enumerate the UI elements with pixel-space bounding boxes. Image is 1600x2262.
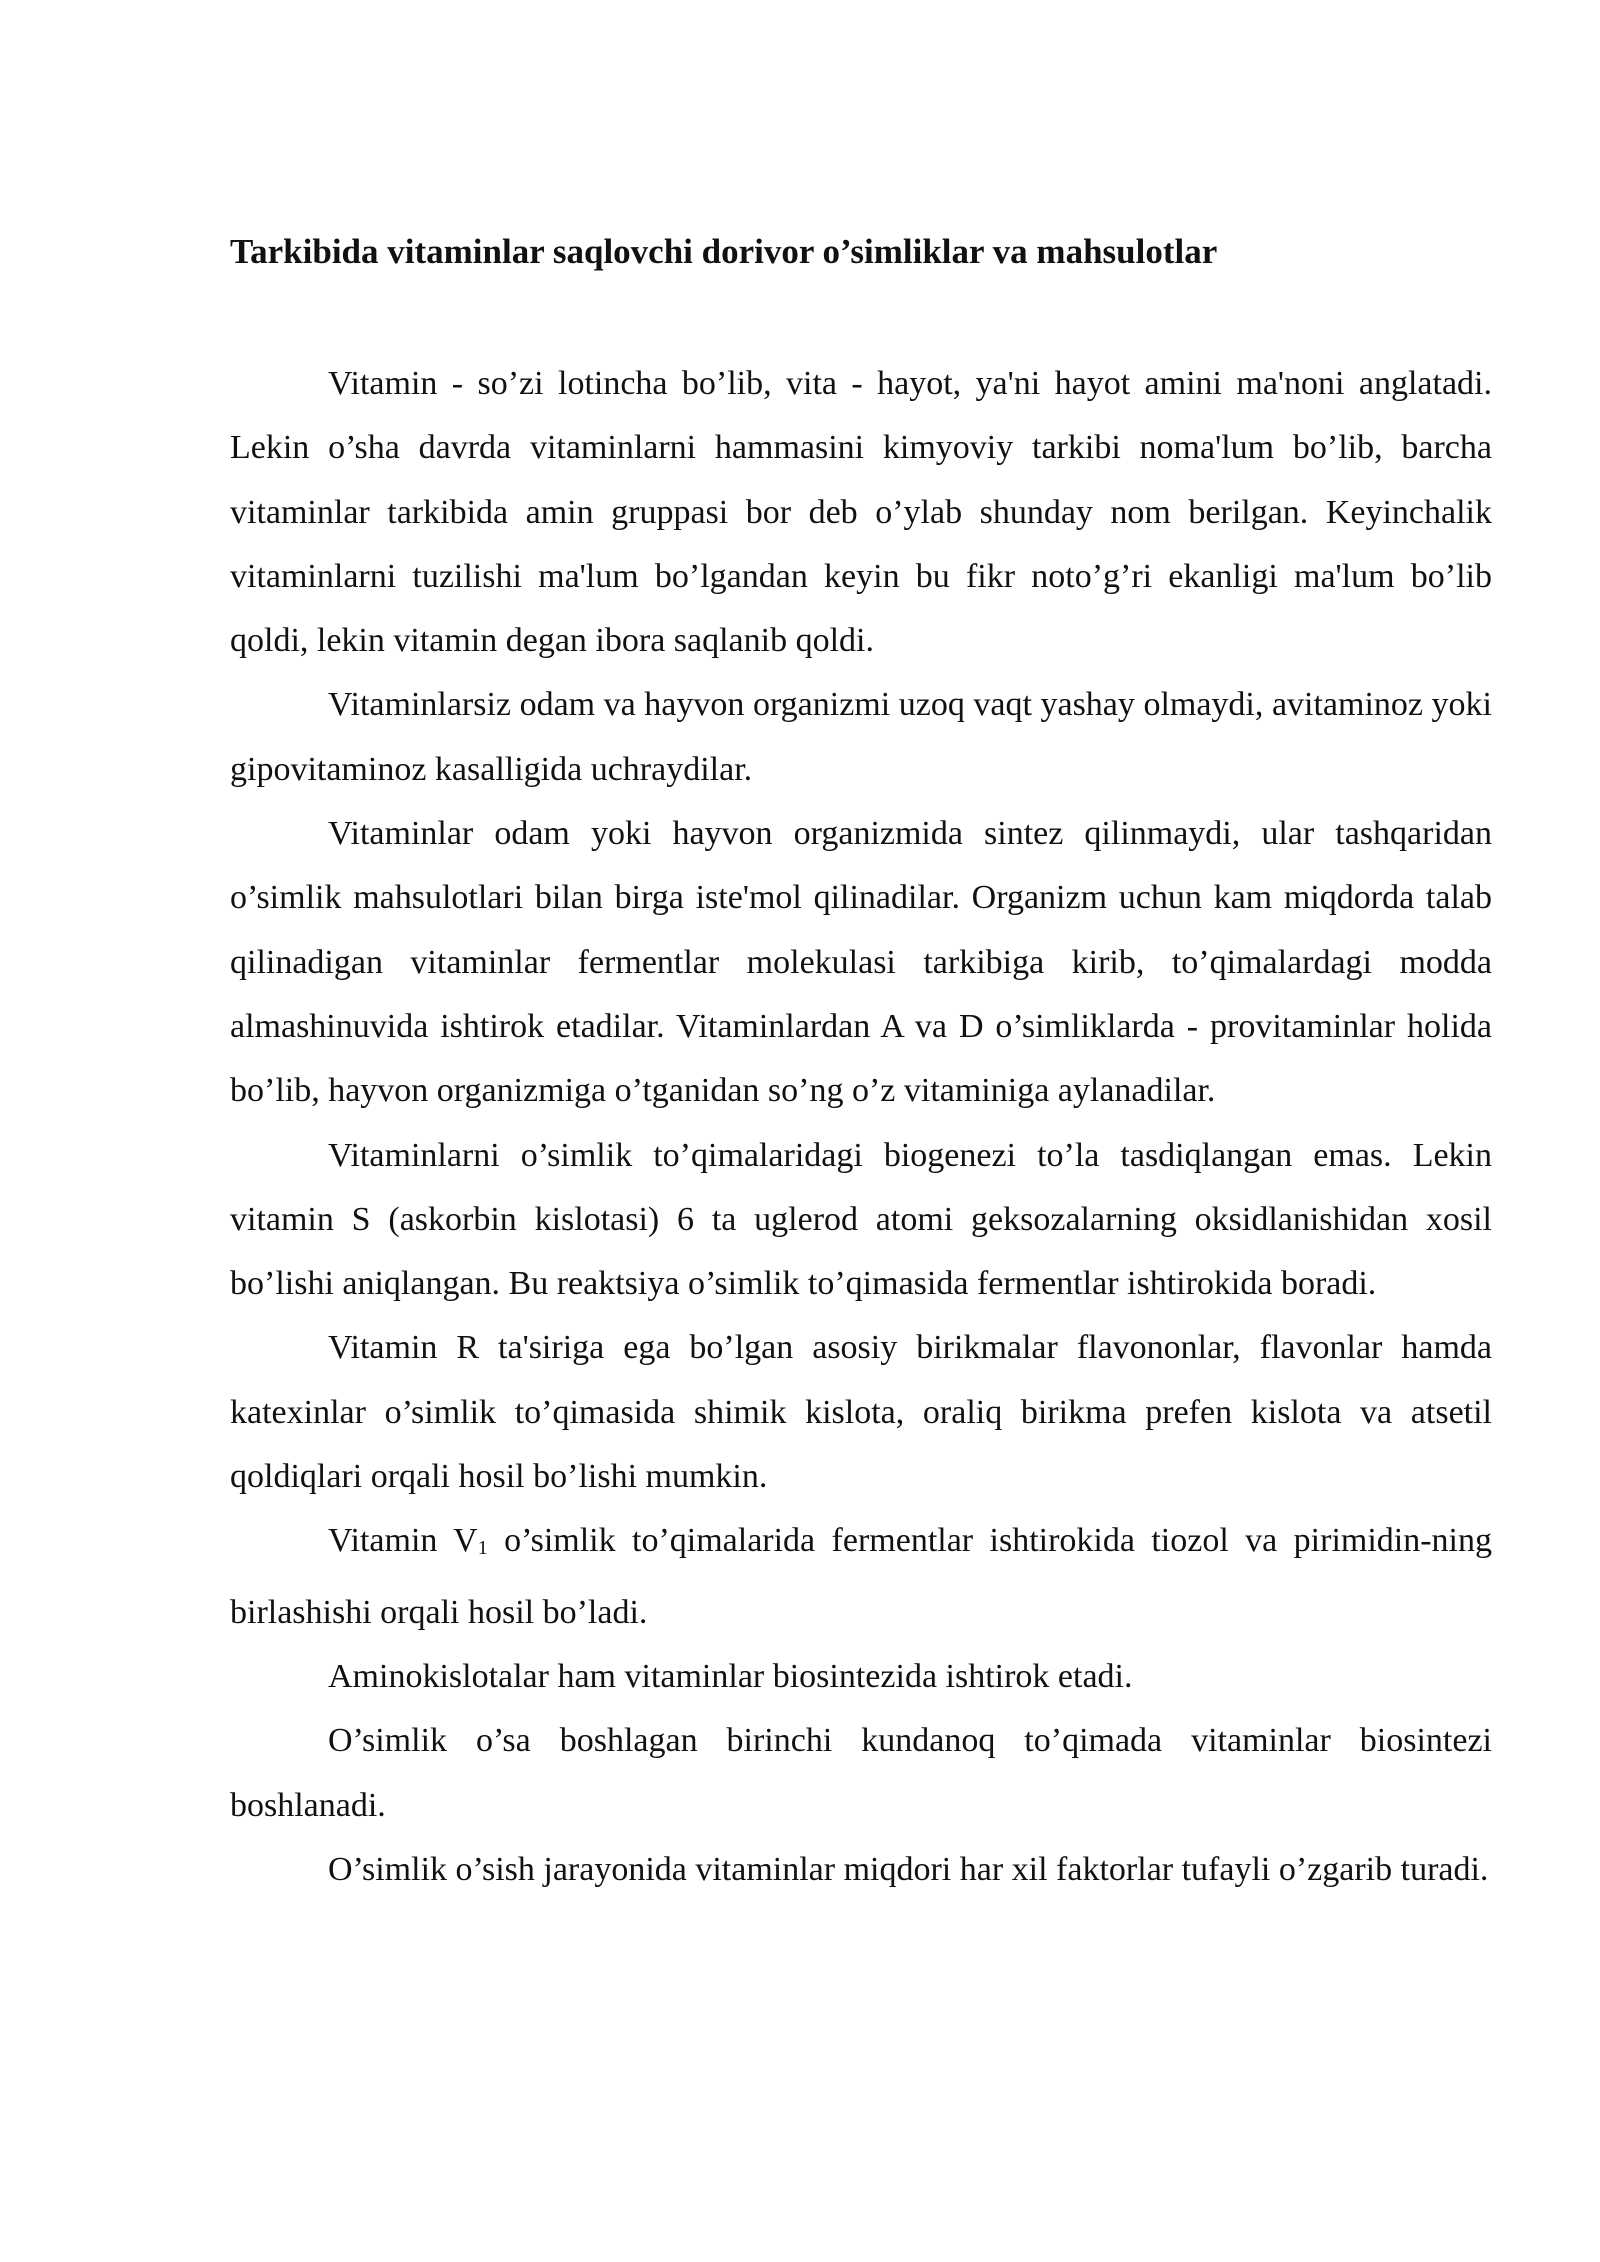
paragraph-avitaminosis: Vitaminlarsiz odam va hayvon organizmi uzoq vaqt yashay olmaydi, avitaminoz yoki gipovitaminoz kasalligida uchraydilar. <box>230 686 1492 788</box>
paragraph-vitamin-definition: Vitamin - so’zi lotincha bo’lib, vita - hayot, ya'ni hayot amini ma'noni anglatadi. Lekin o’sha davrda vitaminlarni hammasini kimyoviy tarkibi noma'lum bo’lib, barcha vitaminlar tarkibida amin gruppasi bor deb o’ylab shunday nom berilgan. Keyinchalik vitaminlarni tuzilishi ma'lum bo’lgandan keyin bu fikr noto’g’ri ekanligi ma'lum bo’lib qoldi, lekin vitamin degan ibora saqlanib qoldi. <box>230 365 1492 660</box>
vitamin-v1-subscript: 1 <box>477 1537 488 1560</box>
document-title: Tarkibida vitaminlar saqlovchi dorivor o’simliklar va mahsulotlar <box>230 232 1218 271</box>
paragraph-vitamin-variation: O’simlik o’sish jarayonida vitaminlar miqdori har xil faktorlar tufayli o’zgarib turadi. <box>328 1850 1489 1888</box>
paragraph-biosynthesis-start: O’simlik o’sa boshlagan birinchi kundanoq to’qimada vitaminlar biosintezi boshlanadi. <box>230 1722 1492 1824</box>
paragraph-vitamin-intake: Vitaminlar odam yoki hayvon organizmida sintez qilinmaydi, ular tashqaridan o’simlik mahsulotlari bilan birga iste'mol qilinadilar. Organizm uchun kam miqdorda talab qilinadigan vitaminlar fermentlar molekulasi tarkibiga kirib, to’qimalardagi modda almashinuvida ishtirok etadilar. Vitaminlardan A va D o’simliklarda - provitaminlar holida bo’lib, hayvon organizmiga o’tganidan so’ng o’z vitaminiga aylanadilar. <box>230 815 1492 1110</box>
paragraph-vitamin-biogenesis: Vitaminlarni o’simlik to’qimalaridagi biogenezi to’la tasdiqlangan emas. Lekin vitamin S (askorbin kislotasi) 6 ta uglerod atomi geksozalarning oksidlanishidan xosil bo’lishi aniqlangan. Bu reaktsiya o’simlik to’qimasida fermentlar ishtirokida boradi. <box>230 1136 1492 1303</box>
paragraph-vitamin-r: Vitamin R ta'siriga ega bo’lgan asosiy birikmalar flavononlar, flavonlar hamda katexinlar o’simlik to’qimasida shimik kislota, oraliq birikma prefen kislota va atsetil qoldiqlari orqali hosil bo’lishi mumkin. <box>230 1329 1492 1496</box>
document-body <box>230 352 1492 1902</box>
vitamin-v1-prefix: Vitamin V <box>328 1522 478 1560</box>
vitamin-v1-suffix: o’simlik to’qimalarida fermentlar ishtirokida tiozol va pirimidin-ning birlashishi orqali hosil bo’ladi. <box>230 1522 1492 1631</box>
paragraph-aminoacids: Aminokislotalar ham vitaminlar biosintezida ishtirok etadi. <box>328 1657 1133 1695</box>
paragraph-vitamin-v1 <box>230 1509 1492 1645</box>
